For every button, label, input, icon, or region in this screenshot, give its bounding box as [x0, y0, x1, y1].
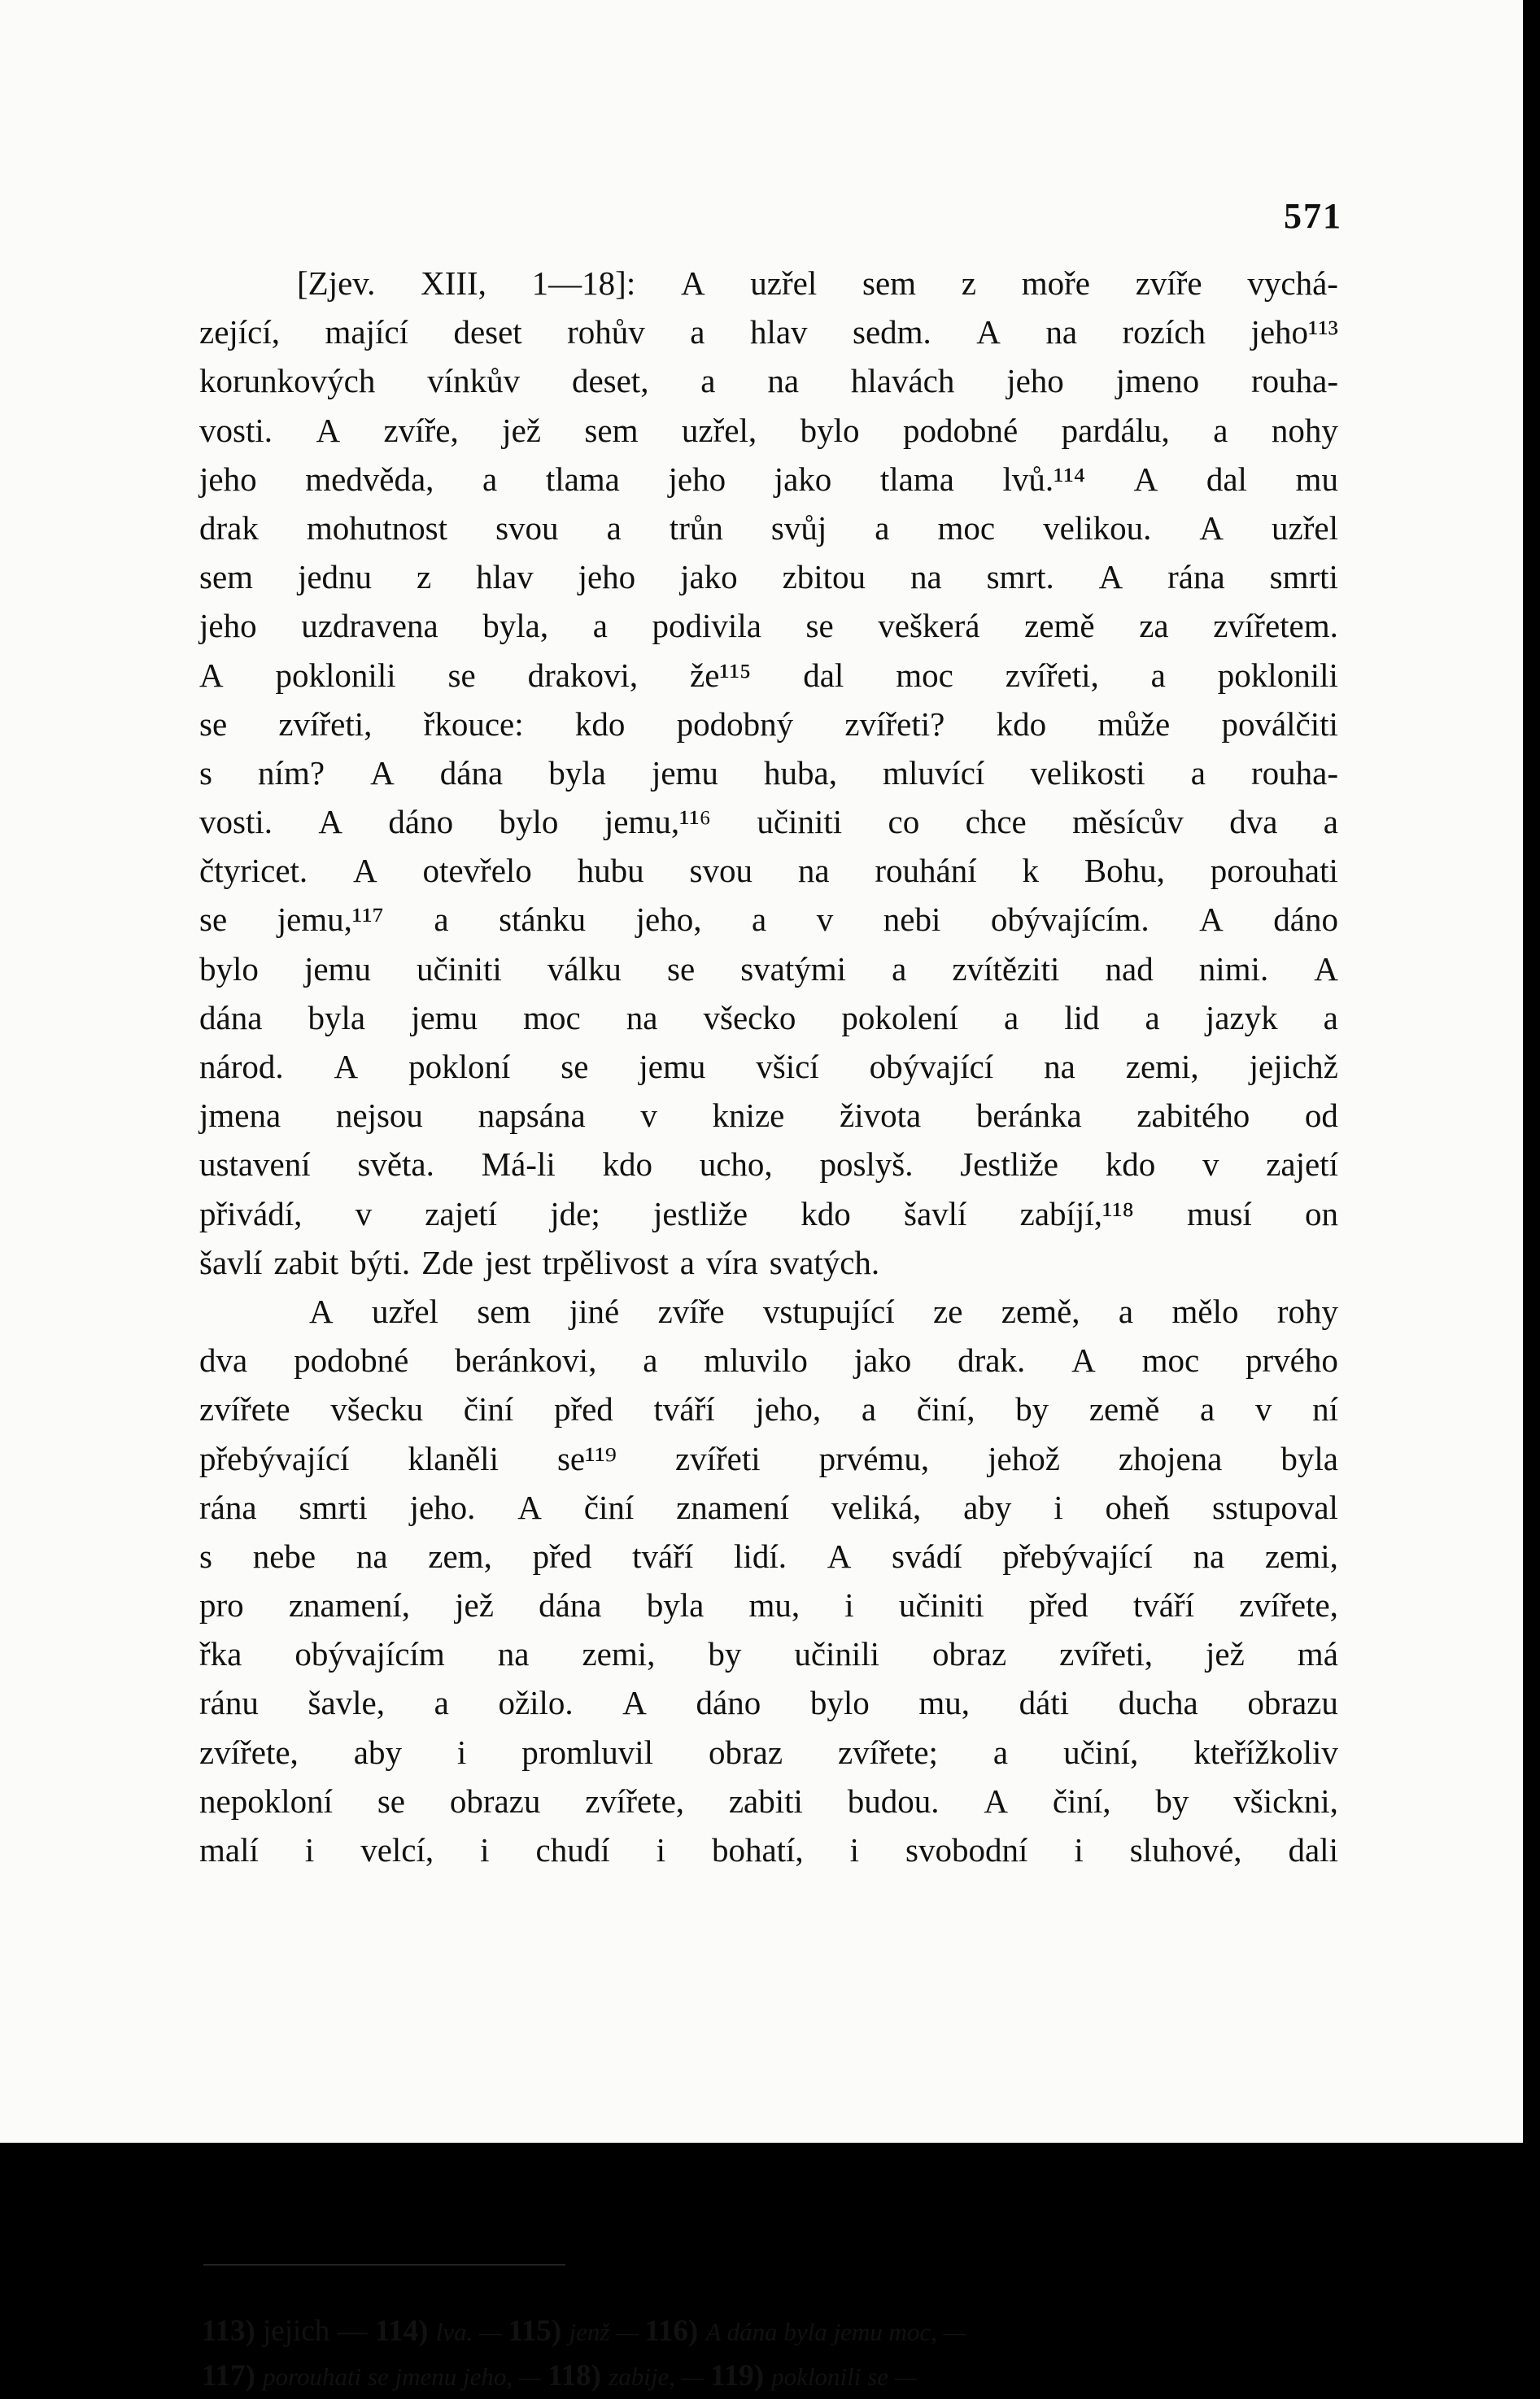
text-line: dva podobné beránkovi, a mluvilo jako drak. A moc prvého — [199, 1341, 1338, 1380]
text-line: ustavení světa. Má-li kdo ucho, poslyš. Jestliže kdo v zajetí — [199, 1145, 1338, 1184]
text-line: korunkových vínkův deset, a na hlavách jeho jmeno rouha- — [199, 362, 1338, 400]
text-line: malí i velcí, i chudí i bohatí, i svobodní i sluhové, dali — [199, 1831, 1338, 1869]
main-text — [199, 259, 1338, 1874]
page-number: 571 — [1284, 196, 1342, 236]
text-line: čtyricet. A otevřelo hubu svou na rouhání k Bohu, porouhati — [199, 852, 1338, 890]
text-line: jmena nejsou napsána v knize života beránka zabitého od — [199, 1097, 1338, 1135]
text-line: ránu šavle, a ožilo. A dáno bylo mu, dáti ducha obrazu — [199, 1684, 1338, 1722]
text-line: s nebe na zem, před tváří lidí. A svádí přebývající na zemi, — [199, 1537, 1338, 1575]
text-line: jeho medvěda, a tlama jeho jako tlama lvů.¹¹⁴ A dal mu — [199, 460, 1338, 498]
text-line: A uzřel sem jiné zvíře vstupující ze země, a mělo rohy — [309, 1292, 1338, 1330]
text-line: drak mohutnost svou a trůn svůj a moc velikou. A uzřel — [199, 508, 1338, 547]
text-line: sem jednu z hlav jeho jako zbitou na smrt. A rána smrti — [199, 558, 1338, 596]
text-line: národ. A pokloní se jemu všicí obývající na zemi, jejichž — [199, 1048, 1338, 1085]
text-line: zející, mající deset rohův a hlav sedm. A na rozích jeho¹¹³ — [199, 313, 1338, 351]
text-line: vosti. A dáno bylo jemu,¹¹⁶ učiniti co chce měsícův dva a — [199, 803, 1338, 841]
footnote-divider — [203, 2264, 565, 2266]
text-line: přivádí, v zajetí jde; jestliže kdo šavlí zabíjí,¹¹⁸ musí on — [199, 1194, 1338, 1232]
text-line: s ním? A dána byla jemu huba, mluvící velikosti a rouha- — [199, 753, 1338, 792]
text-line: se jemu,¹¹⁷ a stánku jeho, a v nebi obývajícím. A dáno — [199, 901, 1338, 939]
footnotes — [202, 2309, 1341, 2398]
text-line: A poklonili se drakovi, že¹¹⁵ dal moc zvířeti, a poklonili — [199, 656, 1338, 694]
footnote-line: 117) porouhati se jmenu jeho, — 118) zabije, — 119) poklonili se — — [202, 2359, 918, 2392]
text-line: dána byla jemu moc na všecko pokolení a lid a jazyk a — [199, 998, 1338, 1036]
text-line: přebývající klaněli se¹¹⁹ zvířeti prvému, jehož zhojena byla — [199, 1439, 1338, 1477]
text-line: se zvířeti, řkouce: kdo podobný zvířeti? kdo může poválčiti — [199, 704, 1338, 743]
text-line: šavlí zabit býti. Zde jest trpělivost a víra svatých. — [199, 1243, 880, 1281]
text-line: pro znamení, jež dána byla mu, i učiniti před tváří zvířete, — [199, 1586, 1338, 1625]
text-line: nepokloní se obrazu zvířete, zabiti budou. A činí, by všickni, — [199, 1782, 1338, 1820]
text-line: jeho uzdravena byla, a podivila se veškerá země za zvířetem. — [199, 607, 1338, 645]
text-line: zvířete, aby i promluvil obraz zvířete; a učiní, kteřížkoliv — [199, 1733, 1338, 1771]
text-line: zvířete všecku činí před tváří jeho, a činí, by země a v ní — [199, 1390, 1338, 1428]
footnote-line: 113) jejich — 114) lva. — 115) jenž — 116) A dána byla jemu moc, — — [202, 2314, 966, 2348]
text-line: bylo jemu učiniti válku se svatými a zvítěziti nad nimi. A — [199, 949, 1338, 988]
text-line: řka obývajícím na zemi, by učinili obraz zvířeti, jež má — [199, 1635, 1338, 1673]
text-line: [Zjev. XIII, 1—18]: A uzřel sem z moře zvíře vychá- — [297, 264, 1338, 302]
text-line: rána smrti jeho. A činí znamení veliká, aby i oheň sstupoval — [199, 1488, 1338, 1526]
text-line: vosti. A zvíře, jež sem uzřel, bylo podobné pardálu, a nohy — [199, 411, 1338, 449]
